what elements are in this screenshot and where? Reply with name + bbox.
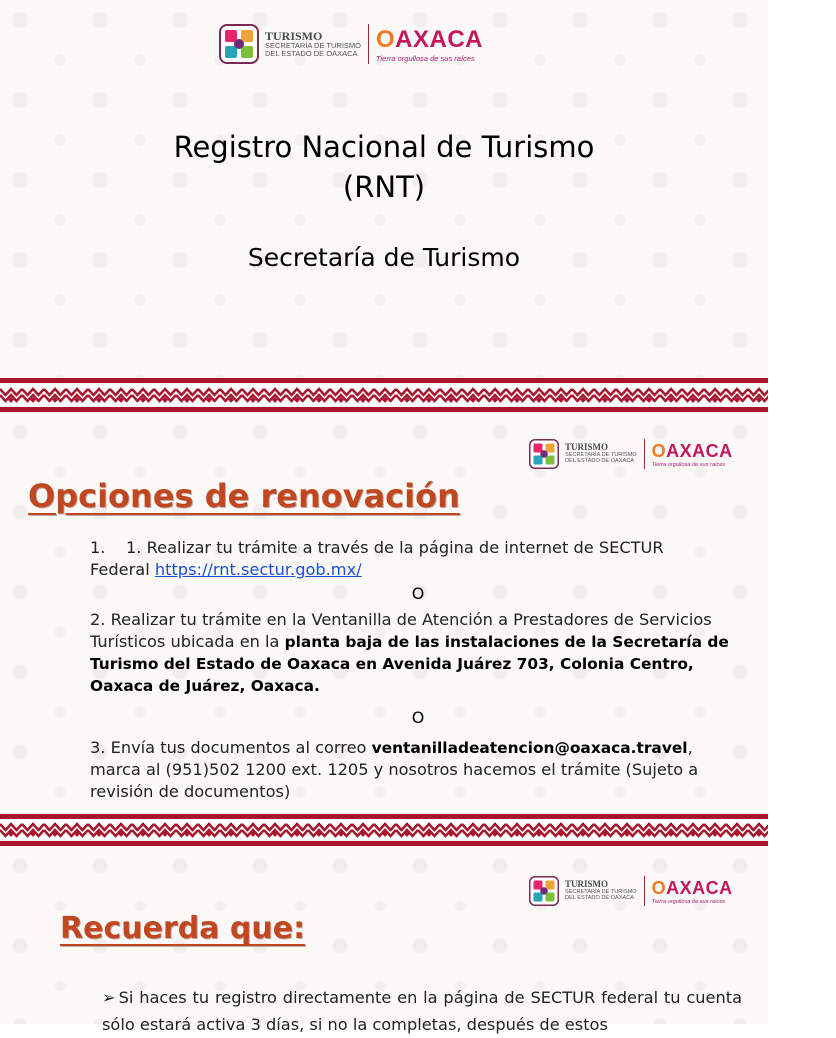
secretaria-line2: DEL ESTADO DE OAXACA	[565, 894, 635, 901]
list-number: 1.	[90, 538, 106, 557]
secretaria-title: TURISMO	[265, 28, 323, 43]
secretaria-title: TURISMO	[565, 442, 609, 453]
turismo-emblem-icon	[219, 24, 259, 64]
oaxaca-wordmark: O AXACA	[651, 440, 733, 461]
or-separator: O	[411, 708, 425, 727]
logo-divider	[644, 876, 645, 906]
option-1-text: 1. Realizar tu trámite a través de la página de internet de SECTUR	[126, 538, 664, 557]
slide-reminder	[0, 846, 768, 1034]
oaxaca-wordmark: O AXACA	[651, 877, 733, 898]
oaxaca-tagline: Tierra orgullosa de sus raíces	[651, 461, 726, 468]
subtitle: Secretaría de Turismo	[247, 243, 521, 272]
oaxaca-tagline: Tierra orgullosa de sus raíces	[376, 53, 475, 63]
option-1-prefix: Federal	[90, 560, 155, 579]
oaxaca-tagline: Tierra orgullosa de sus raíces	[651, 898, 726, 905]
turismo-emblem-icon	[529, 876, 559, 906]
secretaria-title: TURISMO	[565, 879, 609, 890]
or-separator: O	[411, 584, 425, 603]
option-3-suffix: , marca al (951)502 1200 ext. 1205 y nosotros hacemos el trámite (Sujeto a revisión de documentos)	[90, 738, 699, 801]
title-line-2: (RNT)	[342, 170, 426, 204]
turismo-oaxaca-logo	[529, 439, 733, 469]
decorative-border-band	[0, 378, 768, 412]
turismo-oaxaca-logo	[529, 876, 733, 906]
section-heading: Opciones de renovación	[28, 477, 460, 515]
option-item-2	[90, 609, 730, 697]
option-2-text: 2. Realizar tu trámite en la Ventanilla de Atención a Prestadores de Servicios Turísticos ubicada en la	[90, 610, 712, 651]
decorative-border-band	[0, 814, 768, 846]
turismo-oaxaca-logo	[219, 24, 483, 64]
turismo-emblem-icon	[529, 439, 559, 469]
zigzag-pattern-icon	[0, 378, 768, 412]
option-2-address: planta baja de las instalaciones de la Secretaría de Turismo del Estado de Oaxaca en Avenida Juárez 703, Colonia Centro, Oaxaca de Juárez, Oaxaca.	[90, 633, 729, 695]
oaxaca-wordmark: O AXACA	[376, 25, 484, 53]
secretaria-line1: SECRETARÍA DE TURISMO	[565, 451, 637, 458]
slide-renewal-options	[0, 412, 768, 814]
section-heading: Recuerda que:	[60, 911, 306, 946]
contact-email[interactable]: ventanilladeatencion@oaxaca.travel	[371, 739, 688, 757]
secretaria-line1: SECRETARÍA DE TURISMO	[565, 888, 637, 895]
secretaria-line2: DEL ESTADO DE OAXACA	[265, 49, 358, 59]
reminder-text: Si haces tu registro directamente en la página de SECTUR federal tu cuenta sólo estará activa 3 días, si no la completas, después de estos	[102, 988, 742, 1034]
reminder-bullet	[102, 984, 742, 1038]
logo-divider	[644, 439, 645, 469]
slide-title	[0, 0, 768, 378]
secretaria-line2: DEL ESTADO DE OAXACA	[565, 457, 635, 464]
arrow-bullet-icon: ➢	[102, 988, 116, 1007]
secretaria-line1: SECRETARÍA DE TURISMO	[265, 41, 361, 51]
sectur-link[interactable]: https://rnt.sectur.gob.mx/	[154, 560, 362, 579]
zigzag-pattern-icon	[0, 814, 768, 846]
logo-divider	[368, 24, 369, 64]
option-3-prefix: 3. Envía tus documentos al correo	[90, 738, 372, 757]
title-line-1: Registro Nacional de Turismo	[173, 130, 595, 164]
option-item-3	[90, 737, 730, 803]
